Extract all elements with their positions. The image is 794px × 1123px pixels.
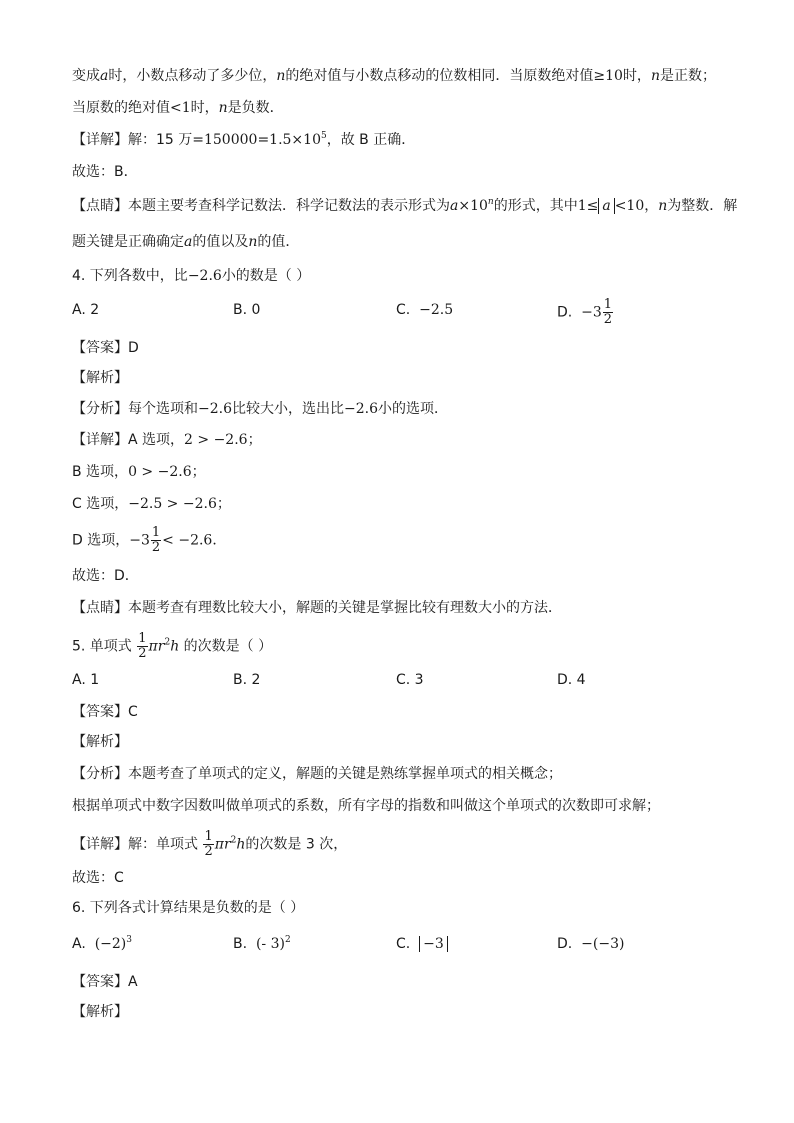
math-var: n — [248, 234, 258, 250]
q3-detail — [72, 130, 415, 150]
text: 小的选项． — [378, 401, 448, 417]
answer-value: A — [128, 974, 138, 990]
q5-option-b — [233, 670, 260, 690]
section-tag: 【分析】 — [72, 401, 128, 417]
text: 时， — [190, 100, 219, 116]
math-expr: < −2.6 — [162, 532, 213, 549]
text: 本题考查有理数比较大小，解题的关键是掌握比较有理数大小的方法． — [128, 600, 562, 616]
math-abs: a — [598, 198, 614, 214]
text: 是负数． — [227, 100, 284, 116]
section-tag: 【详解】 — [72, 836, 128, 853]
text: 故选：B． — [72, 164, 138, 180]
q6-stem — [72, 898, 304, 918]
q3-choice — [72, 162, 138, 182]
section-tag: 【分析】 — [72, 766, 128, 782]
text: 本题考查了单项式的定义，解题的关键是熟练掌握单项式的相关概念； — [128, 766, 562, 782]
text: C. — [396, 302, 411, 318]
math-var: h — [170, 638, 180, 655]
q6-option-b — [233, 934, 291, 954]
math-expr: ≥10 — [593, 68, 623, 84]
math-expr: −3 — [581, 304, 602, 321]
fraction — [137, 632, 147, 661]
text: ， — [644, 198, 659, 214]
math-expr: (- 3) — [255, 936, 285, 952]
q5-option-c — [396, 670, 424, 690]
text: ，故 B 正确． — [326, 132, 416, 148]
text: 5. 单项式 — [72, 638, 132, 655]
text: A. 1 — [72, 672, 100, 688]
math-var: r — [157, 638, 165, 655]
text: 小的数是（ ） — [221, 268, 311, 284]
math-var: r — [223, 836, 231, 853]
text: 故选：D． — [72, 568, 139, 584]
q4-option-b — [233, 300, 260, 320]
text: 故选：C — [72, 870, 124, 886]
text: B. 0 — [233, 302, 261, 318]
text: 题关键是正确确定 — [72, 234, 184, 250]
text: 的值． — [257, 234, 300, 250]
fraction-denominator: 2 — [603, 312, 613, 327]
math-var: a — [184, 234, 193, 250]
q5-detail — [72, 830, 347, 859]
text: B. 2 — [233, 672, 261, 688]
q5-analyze-line-2 — [72, 796, 660, 816]
text: 的次数是 3 次， — [245, 836, 348, 853]
text: 的形式，其中 — [493, 198, 578, 214]
math-exponent: 2 — [164, 637, 171, 648]
q4-detail-b — [72, 462, 206, 482]
section-tag: 【解析】 — [72, 370, 128, 386]
q4-detail-a — [72, 430, 262, 450]
text: ； — [191, 464, 206, 480]
math-expr: 0 > −2.6 — [128, 464, 192, 480]
q6-analysis-heading — [72, 1002, 128, 1022]
q5-choice — [72, 868, 124, 888]
text: B. — [233, 936, 248, 952]
text: 6. 下列各式计算结果是负数的是（ ） — [72, 900, 305, 916]
math-var: n — [218, 100, 228, 116]
math-exponent: 2 — [284, 935, 291, 945]
math-expr: −3 — [129, 532, 150, 549]
q5-analyze-line-1 — [72, 764, 562, 784]
math-expr: <1 — [170, 100, 191, 116]
text: 本题主要考查科学记数法．科学记数法的表示形式为 — [128, 198, 450, 214]
fraction-denominator: 2 — [151, 540, 161, 555]
fraction — [603, 298, 613, 327]
q4-choice — [72, 566, 139, 586]
math-var: n — [276, 68, 286, 84]
q5-answer — [72, 702, 138, 722]
text: 解：单项式 — [128, 836, 198, 853]
text: 时，小数点移动了多少位， — [108, 68, 277, 84]
fraction-numerator: 1 — [204, 829, 213, 844]
text: B 选项， — [72, 464, 129, 480]
text: A. — [72, 936, 86, 952]
text: 根据单项式中数字因数叫做单项式的系数，所有字母的指数和叫做这个单项式的次数即可求解； — [72, 798, 660, 814]
section-tag: 【解析】 — [72, 734, 128, 750]
text: C. — [396, 936, 411, 952]
text: C 选项， — [72, 496, 129, 512]
section-tag: 【详解】 — [72, 432, 128, 448]
text: A. 2 — [72, 302, 100, 318]
text: 变成 — [72, 68, 100, 84]
q4-detail-c — [72, 494, 231, 514]
section-tag: 【答案】 — [72, 974, 128, 990]
text: 当原数的绝对值 — [72, 100, 170, 116]
math-expr: −2.5 — [419, 302, 454, 318]
math-var: π — [214, 836, 224, 853]
q4-option-a — [72, 300, 99, 320]
section-tag: 【解析】 — [72, 1004, 128, 1020]
fraction — [203, 830, 213, 859]
fraction-numerator: 1 — [138, 631, 147, 646]
fraction-denominator: 2 — [138, 646, 147, 661]
math-expr: 1≤ — [577, 198, 599, 214]
q4-comment — [72, 598, 562, 618]
section-tag: 【点睛】 — [72, 600, 128, 616]
text: 每个选项和 — [128, 401, 198, 417]
text: D. — [557, 936, 573, 952]
math-expr: −(−3) — [581, 936, 625, 952]
text: 时， — [622, 68, 651, 84]
q4-analysis-heading — [72, 368, 128, 388]
q4-analyze — [72, 399, 448, 419]
q6-answer — [72, 972, 138, 992]
q4-option-c — [396, 300, 453, 320]
section-tag: 【答案】 — [72, 704, 128, 720]
math-expr: 2 > −2.6 — [184, 432, 248, 448]
q6-option-d — [557, 934, 624, 954]
section-tag: 【答案】 — [72, 340, 128, 356]
section-tag: 【详解】 — [72, 132, 128, 148]
q3-comment-line-1 — [72, 196, 737, 216]
math-expr: (−2) — [94, 936, 127, 952]
fraction-numerator: 1 — [151, 525, 161, 540]
math-expr: <10 — [614, 198, 645, 214]
q5-stem — [72, 632, 272, 661]
text: ； — [247, 432, 262, 448]
q6-option-a — [72, 934, 132, 954]
math-exponent: 2 — [230, 835, 237, 846]
section-tag: 【点睛】 — [72, 198, 128, 214]
answer-value: C — [128, 704, 138, 720]
math-abs: −3 — [419, 936, 448, 952]
math-var: h — [236, 836, 246, 853]
math-var: a — [450, 198, 459, 214]
text: D 选项， — [72, 532, 130, 549]
q4-stem — [72, 266, 310, 286]
text: 4. 下列各数中，比 — [72, 268, 188, 284]
math-exponent: 3 — [126, 935, 132, 945]
intro-line-2 — [72, 98, 284, 118]
q5-analysis-heading — [72, 732, 128, 752]
q4-detail-d — [72, 526, 226, 555]
text: 的值以及 — [192, 234, 249, 250]
q5-option-a — [72, 670, 99, 690]
math-expr: −2.6 — [344, 401, 378, 417]
math-var: n — [650, 68, 660, 84]
text: 为整数．解 — [667, 198, 738, 214]
text: 比较大小，选出比 — [232, 401, 344, 417]
math-expr: ×10 — [458, 198, 488, 214]
answer-value: D — [128, 340, 139, 356]
text: C. 3 — [396, 672, 424, 688]
text: D. 4 — [557, 672, 586, 688]
q3-comment-line-2 — [72, 232, 299, 252]
q5-option-d — [557, 670, 586, 690]
math-expr: −2.5 > −2.6 — [128, 496, 217, 512]
math-expr: −2.6 — [187, 268, 222, 284]
math-var: a — [100, 68, 109, 84]
intro-line-1 — [72, 66, 716, 86]
fraction-numerator: 1 — [603, 297, 613, 312]
text: ． — [212, 532, 227, 549]
text: D. — [557, 304, 573, 321]
math-expr: =150000=1.5×10 — [192, 132, 321, 148]
math-expr: −2.6 — [198, 401, 232, 417]
text: 的次数是（ ） — [183, 638, 273, 655]
q4-option-d — [557, 298, 614, 327]
text: 是正数； — [659, 68, 716, 84]
math-var: π — [148, 638, 158, 655]
q4-answer — [72, 338, 139, 358]
text: 的绝对值与小数点移动的位数相同．当原数绝对值 — [285, 68, 594, 84]
fraction — [151, 526, 161, 555]
math-var: n — [658, 198, 668, 214]
text: A 选项， — [128, 432, 185, 448]
math-exponent: 5 — [320, 131, 327, 141]
text: 解：15 万 — [128, 132, 193, 148]
math-exponent: n — [487, 197, 494, 207]
fraction-denominator: 2 — [204, 844, 213, 859]
q6-option-c — [396, 934, 448, 954]
text: ； — [216, 496, 231, 512]
